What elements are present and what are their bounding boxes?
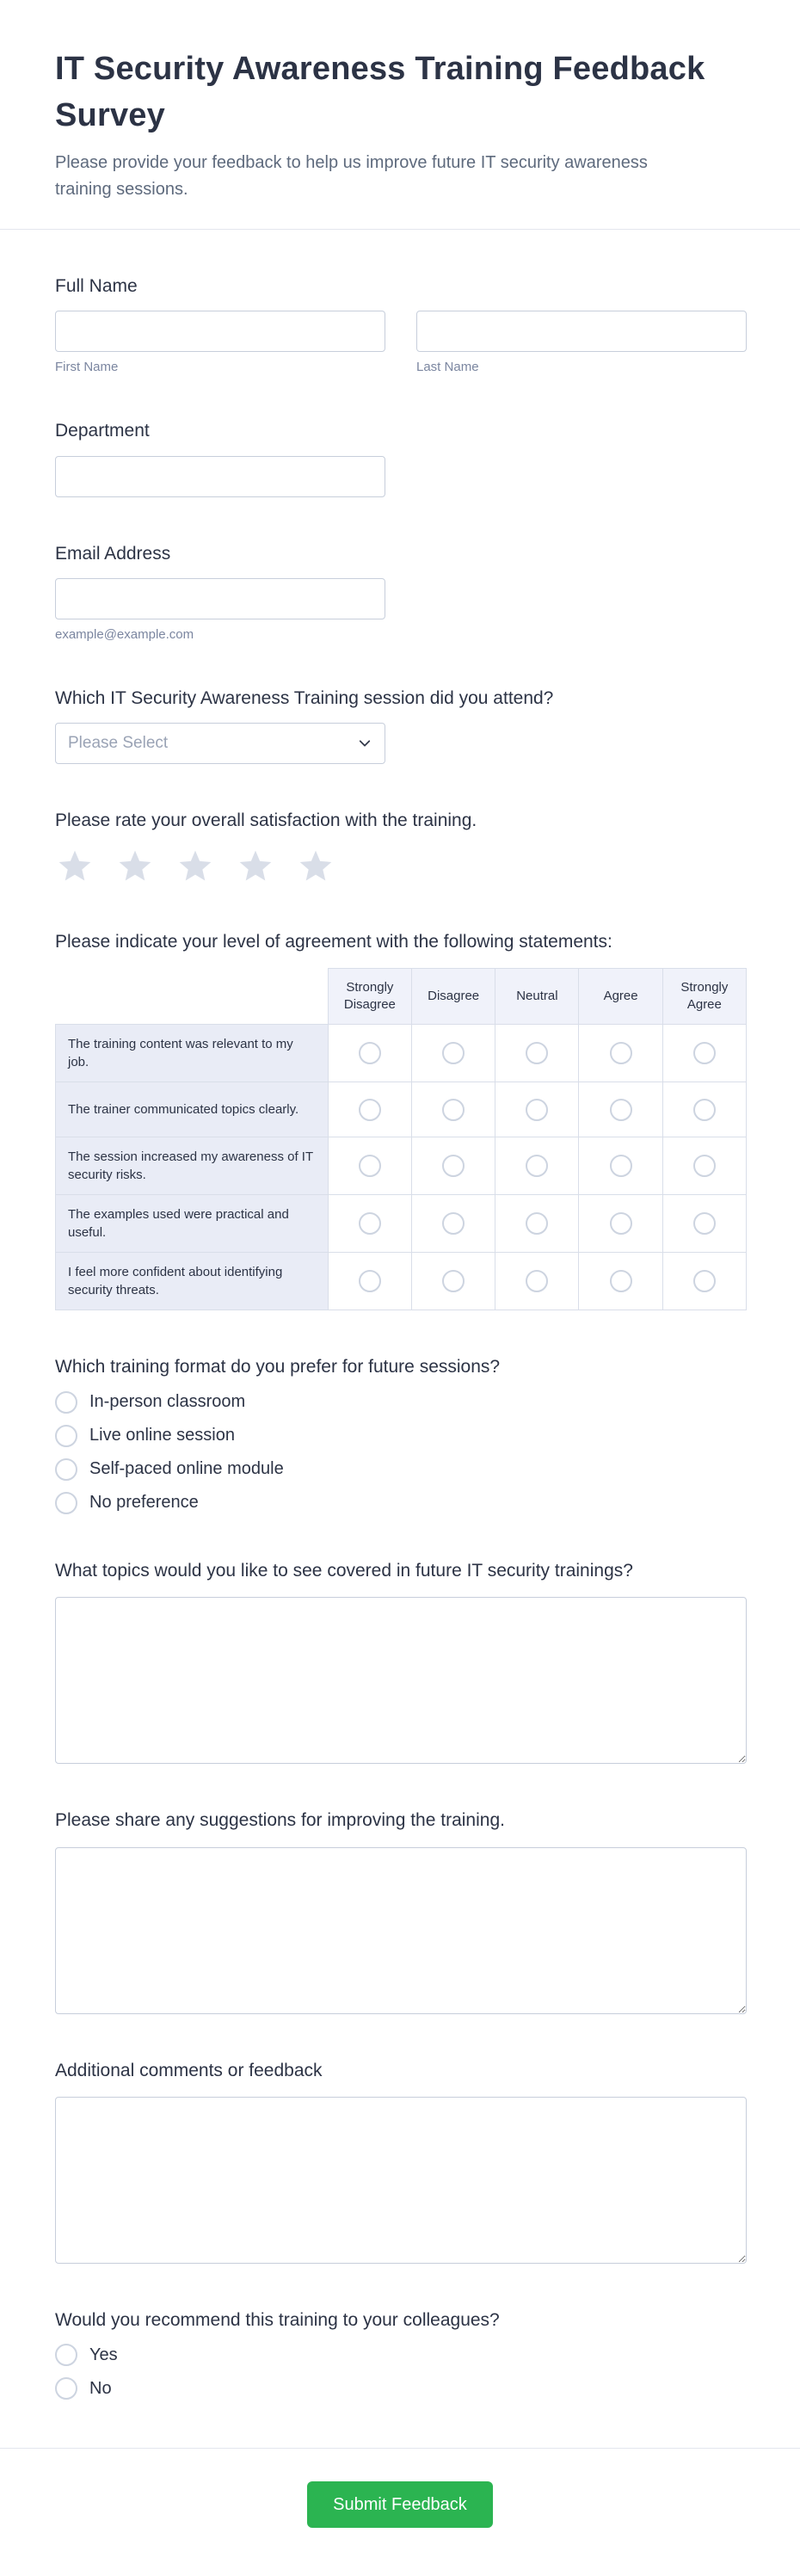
- radio-circle-icon[interactable]: [442, 1042, 465, 1064]
- option-label: In-person classroom: [89, 1392, 246, 1412]
- radio-circle-icon[interactable]: [610, 1270, 632, 1292]
- matrix-radio-cell[interactable]: [495, 1253, 579, 1310]
- option-label: Self-paced online module: [89, 1459, 284, 1479]
- radio-circle-icon[interactable]: [526, 1212, 548, 1235]
- full-name-inputs: [55, 311, 745, 374]
- radio-circle-icon[interactable]: [526, 1270, 548, 1292]
- matrix-radio-cell[interactable]: [328, 1025, 411, 1082]
- suggestions-textarea[interactable]: [55, 1847, 747, 2014]
- question-agreement: [55, 930, 745, 1311]
- matrix-column-header: Agree: [579, 968, 662, 1025]
- matrix-radio-cell[interactable]: [579, 1253, 662, 1310]
- chevron-down-icon: [357, 736, 372, 751]
- radio-circle-icon[interactable]: [442, 1155, 465, 1177]
- email-input-row: [55, 578, 745, 642]
- star-icon[interactable]: [236, 847, 275, 885]
- department-label: Department: [55, 421, 150, 441]
- department-input[interactable]: [55, 456, 385, 497]
- matrix-radio-cell[interactable]: [579, 1137, 662, 1195]
- matrix-row-label: The examples used were practical and useful.: [56, 1195, 329, 1253]
- matrix-radio-cell[interactable]: [495, 1025, 579, 1082]
- last-name-sublabel: Last Name: [416, 360, 479, 375]
- star-icon[interactable]: [296, 847, 335, 885]
- radio-circle-icon[interactable]: [610, 1212, 632, 1235]
- submit-section: [0, 2448, 800, 2576]
- star-icon[interactable]: [55, 847, 95, 885]
- comments-label: Additional comments or feedback: [55, 2060, 323, 2080]
- matrix-radio-cell[interactable]: [328, 1195, 411, 1253]
- agreement-matrix: [55, 968, 747, 1311]
- first-name-field: [55, 311, 385, 374]
- matrix-radio-cell[interactable]: [328, 1253, 411, 1310]
- matrix-column-header: Neutral: [495, 968, 579, 1025]
- submit-button[interactable]: Submit Feedback: [307, 2481, 493, 2528]
- radio-circle-icon[interactable]: [693, 1042, 716, 1064]
- first-name-sublabel: First Name: [55, 360, 119, 375]
- question-session: [55, 687, 745, 764]
- format-options: [55, 1391, 745, 1514]
- radio-circle-icon[interactable]: [610, 1155, 632, 1177]
- comments-textarea[interactable]: [55, 2097, 747, 2264]
- star-icon[interactable]: [175, 847, 215, 885]
- radio-circle-icon[interactable]: [693, 1155, 716, 1177]
- form-header: [0, 0, 800, 230]
- radio-circle-icon[interactable]: [55, 1492, 77, 1514]
- radio-circle-icon[interactable]: [526, 1042, 548, 1064]
- radio-circle-icon[interactable]: [526, 1099, 548, 1121]
- form-title: IT Security Awareness Training Feedback Survey: [55, 51, 705, 133]
- matrix-radio-cell[interactable]: [412, 1025, 495, 1082]
- email-field: [55, 578, 385, 642]
- option-label: No preference: [89, 1493, 199, 1513]
- matrix-radio-cell[interactable]: [579, 1195, 662, 1253]
- question-email: [55, 542, 745, 642]
- full-name-label: Full Name: [55, 275, 138, 296]
- radio-circle-icon[interactable]: [55, 1391, 77, 1414]
- matrix-radio-cell[interactable]: [412, 1195, 495, 1253]
- question-format: [55, 1355, 745, 1513]
- recommend-option-yes[interactable]: [55, 2344, 745, 2366]
- email-label: Email Address: [55, 543, 171, 564]
- radio-circle-icon[interactable]: [610, 1042, 632, 1064]
- matrix-radio-cell[interactable]: [662, 1082, 746, 1137]
- matrix-radio-cell[interactable]: [662, 1195, 746, 1253]
- matrix-row: [56, 1082, 747, 1137]
- format-label: Which training format do you prefer for future sessions?: [55, 1357, 501, 1377]
- format-option-self-paced[interactable]: [55, 1458, 745, 1481]
- matrix-header-row: [56, 968, 747, 1025]
- question-suggestions: [55, 1809, 745, 2013]
- radio-circle-icon[interactable]: [55, 2377, 77, 2400]
- matrix-radio-cell[interactable]: [662, 1137, 746, 1195]
- star-rating: [55, 847, 745, 885]
- question-full-name: [55, 274, 745, 374]
- recommend-label: Would you recommend this training to your colleagues?: [55, 2309, 500, 2330]
- radio-circle-icon[interactable]: [55, 2344, 77, 2366]
- matrix-radio-cell[interactable]: [328, 1082, 411, 1137]
- matrix-radio-cell[interactable]: [412, 1253, 495, 1310]
- satisfaction-label: Please rate your overall satisfaction with the training.: [55, 810, 477, 831]
- recommend-option-no[interactable]: [55, 2377, 745, 2400]
- matrix-radio-cell[interactable]: [662, 1025, 746, 1082]
- matrix-corner-cell: [56, 968, 329, 1025]
- matrix-column-header: Strongly Disagree: [328, 968, 411, 1025]
- matrix-radio-cell[interactable]: [412, 1137, 495, 1195]
- radio-circle-icon[interactable]: [359, 1099, 381, 1121]
- radio-circle-icon[interactable]: [442, 1099, 465, 1121]
- session-label: Which IT Security Awareness Training session did you attend?: [55, 687, 554, 708]
- matrix-radio-cell[interactable]: [495, 1195, 579, 1253]
- option-label: No: [89, 2378, 112, 2398]
- option-label: Yes: [89, 2345, 118, 2364]
- matrix-row-label: I feel more confident about identifying security threats.: [56, 1253, 329, 1310]
- form-subtitle: Please provide your feedback to help us improve future IT security awareness training sessions.: [55, 152, 648, 199]
- radio-circle-icon[interactable]: [693, 1270, 716, 1292]
- matrix-row: [56, 1025, 747, 1082]
- session-select[interactable]: [55, 723, 385, 764]
- question-topics: [55, 1559, 745, 1764]
- matrix-radio-cell[interactable]: [328, 1137, 411, 1195]
- department-input-row: [55, 456, 745, 497]
- agreement-label: Please indicate your level of agreement with the following statements:: [55, 931, 612, 952]
- radio-circle-icon[interactable]: [610, 1099, 632, 1121]
- radio-circle-icon[interactable]: [526, 1155, 548, 1177]
- email-sublabel: example@example.com: [55, 626, 194, 642]
- last-name-field: [416, 311, 747, 374]
- question-comments: [55, 2059, 745, 2264]
- option-label: Live online session: [89, 1426, 235, 1445]
- matrix-row-label: The training content was relevant to my job.: [56, 1025, 329, 1082]
- last-name-input[interactable]: [416, 311, 747, 352]
- matrix-radio-cell[interactable]: [579, 1025, 662, 1082]
- radio-circle-icon[interactable]: [693, 1212, 716, 1235]
- radio-circle-icon[interactable]: [693, 1099, 716, 1121]
- format-option-live-online[interactable]: [55, 1425, 745, 1447]
- star-icon[interactable]: [115, 847, 155, 885]
- format-option-in-person[interactable]: [55, 1391, 745, 1414]
- suggestions-label: Please share any suggestions for improving the training.: [55, 1810, 505, 1831]
- radio-circle-icon[interactable]: [359, 1212, 381, 1235]
- format-option-no-preference[interactable]: [55, 1492, 745, 1514]
- matrix-radio-cell[interactable]: [495, 1082, 579, 1137]
- radio-circle-icon[interactable]: [359, 1270, 381, 1292]
- question-department: [55, 419, 745, 496]
- matrix-radio-cell[interactable]: [495, 1137, 579, 1195]
- matrix-row: [56, 1195, 747, 1253]
- topics-label: What topics would you like to see covered in future IT security trainings?: [55, 1560, 633, 1581]
- matrix-row-label: The trainer communicated topics clearly.: [56, 1082, 329, 1137]
- form-body: [0, 230, 800, 2400]
- first-name-input[interactable]: [55, 311, 385, 352]
- email-input[interactable]: [55, 578, 385, 619]
- radio-circle-icon[interactable]: [359, 1042, 381, 1064]
- question-satisfaction: [55, 809, 745, 884]
- radio-circle-icon[interactable]: [359, 1155, 381, 1177]
- matrix-row: [56, 1137, 747, 1195]
- matrix-column-header: Strongly Agree: [662, 968, 746, 1025]
- radio-circle-icon[interactable]: [55, 1458, 77, 1481]
- recommend-options: [55, 2344, 745, 2400]
- question-recommend: [55, 2308, 745, 2400]
- matrix-row-label: The session increased my awareness of IT security risks.: [56, 1137, 329, 1195]
- radio-circle-icon[interactable]: [442, 1212, 465, 1235]
- matrix-column-header: Disagree: [412, 968, 495, 1025]
- radio-circle-icon[interactable]: [55, 1425, 77, 1447]
- radio-circle-icon[interactable]: [442, 1270, 465, 1292]
- matrix-radio-cell[interactable]: [662, 1253, 746, 1310]
- matrix-radio-cell[interactable]: [412, 1082, 495, 1137]
- matrix-row: [56, 1253, 747, 1310]
- topics-textarea[interactable]: [55, 1597, 747, 1764]
- session-select-value: Please Select: [68, 734, 169, 753]
- matrix-radio-cell[interactable]: [579, 1082, 662, 1137]
